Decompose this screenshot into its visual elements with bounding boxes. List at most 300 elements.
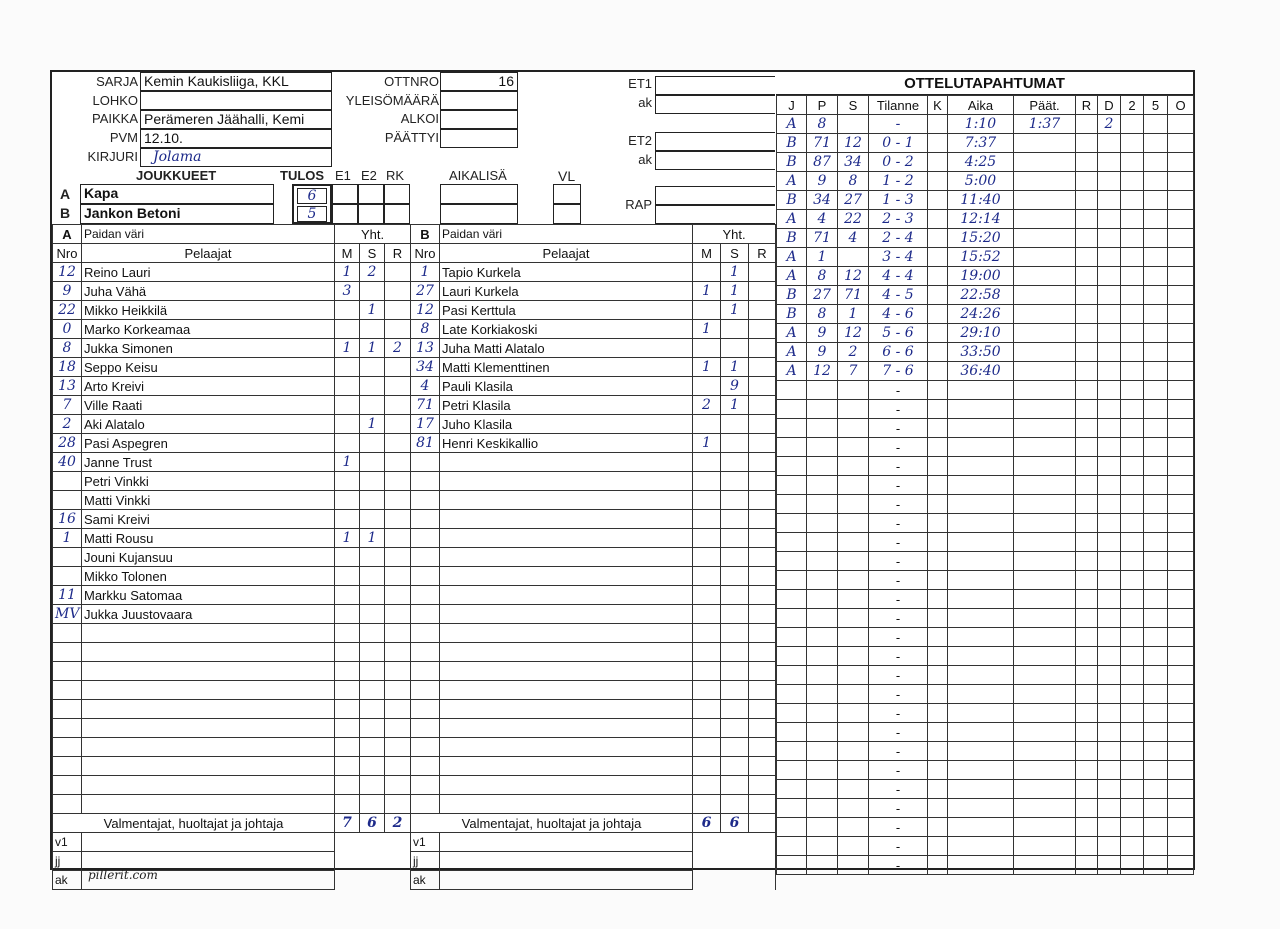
event-o[interactable] [1168, 818, 1194, 837]
event-d[interactable] [1098, 514, 1121, 533]
player-name[interactable]: Mikko Tolonen [82, 567, 335, 586]
player-name[interactable] [82, 624, 335, 643]
player-penalties[interactable] [749, 586, 776, 605]
player-penalties[interactable] [749, 662, 776, 681]
player-name[interactable]: Reino Lauri [82, 263, 335, 282]
event-scorer[interactable]: 8 [807, 115, 838, 134]
player-goals[interactable] [335, 415, 360, 434]
player-row[interactable] [53, 586, 411, 605]
event-r[interactable] [1076, 172, 1098, 191]
player-penalties[interactable] [749, 681, 776, 700]
player-number[interactable] [411, 472, 440, 491]
event-time[interactable] [948, 571, 1014, 590]
event-scorer[interactable] [807, 856, 838, 875]
event-end[interactable] [1014, 286, 1076, 305]
player-name[interactable]: Jukka Simonen [82, 339, 335, 358]
event-assist[interactable]: 34 [838, 153, 869, 172]
player-name[interactable] [440, 681, 693, 700]
event-scorer[interactable]: 9 [807, 172, 838, 191]
event-d[interactable] [1098, 305, 1121, 324]
event-team[interactable] [777, 742, 807, 761]
event-scorer[interactable] [807, 514, 838, 533]
event-team[interactable] [777, 780, 807, 799]
player-name[interactable]: Matti Klementtinen [440, 358, 693, 377]
event-r[interactable] [1076, 818, 1098, 837]
event-d[interactable] [1098, 153, 1121, 172]
event-row[interactable] [777, 438, 1194, 457]
event-r[interactable] [1076, 628, 1098, 647]
player-penalties[interactable] [385, 643, 411, 662]
player-assists[interactable]: 1 [360, 415, 385, 434]
event-5[interactable] [1144, 153, 1168, 172]
player-assists[interactable] [360, 548, 385, 567]
player-penalties[interactable] [749, 320, 776, 339]
event-team[interactable] [777, 476, 807, 495]
event-o[interactable] [1168, 723, 1194, 742]
player-assists[interactable] [360, 472, 385, 491]
player-goals[interactable] [693, 453, 721, 472]
team-a-rk[interactable] [384, 184, 410, 204]
event-5[interactable] [1144, 134, 1168, 153]
player-row[interactable] [53, 624, 411, 643]
player-goals[interactable] [335, 548, 360, 567]
player-assists[interactable] [360, 700, 385, 719]
player-row[interactable] [53, 358, 411, 377]
event-2[interactable] [1121, 837, 1144, 856]
event-o[interactable] [1168, 153, 1194, 172]
event-d[interactable] [1098, 191, 1121, 210]
event-o[interactable] [1168, 742, 1194, 761]
player-goals[interactable]: 1 [693, 434, 721, 453]
event-o[interactable] [1168, 229, 1194, 248]
event-end[interactable] [1014, 609, 1076, 628]
event-o[interactable] [1168, 495, 1194, 514]
event-end[interactable] [1014, 818, 1076, 837]
event-k[interactable] [928, 552, 948, 571]
event-2[interactable] [1121, 362, 1144, 381]
event-k[interactable] [928, 229, 948, 248]
et2-field[interactable] [655, 132, 775, 151]
event-d[interactable] [1098, 495, 1121, 514]
event-d[interactable] [1098, 818, 1121, 837]
player-penalties[interactable] [385, 434, 411, 453]
event-scorer[interactable] [807, 609, 838, 628]
event-5[interactable] [1144, 248, 1168, 267]
event-row[interactable] [777, 704, 1194, 723]
event-end[interactable] [1014, 438, 1076, 457]
event-k[interactable] [928, 666, 948, 685]
event-time[interactable] [948, 799, 1014, 818]
player-penalties[interactable] [749, 339, 776, 358]
event-assist[interactable] [838, 628, 869, 647]
player-goals[interactable] [335, 510, 360, 529]
event-r[interactable] [1076, 837, 1098, 856]
event-5[interactable] [1144, 115, 1168, 134]
event-scorer[interactable] [807, 666, 838, 685]
event-row[interactable] [777, 723, 1194, 742]
player-assists[interactable]: 9 [721, 377, 749, 396]
event-score[interactable]: 4 - 5 [869, 286, 928, 305]
event-k[interactable] [928, 590, 948, 609]
player-goals[interactable] [335, 719, 360, 738]
event-5[interactable] [1144, 324, 1168, 343]
player-penalties[interactable] [749, 776, 776, 795]
event-team[interactable] [777, 761, 807, 780]
event-row[interactable] [777, 419, 1194, 438]
event-r[interactable] [1076, 286, 1098, 305]
player-assists[interactable] [721, 434, 749, 453]
event-row[interactable] [777, 191, 1194, 210]
event-k[interactable] [928, 723, 948, 742]
event-2[interactable] [1121, 818, 1144, 837]
event-o[interactable] [1168, 210, 1194, 229]
event-r[interactable] [1076, 590, 1098, 609]
player-goals[interactable] [693, 567, 721, 586]
event-team[interactable]: A [777, 248, 807, 267]
event-r[interactable] [1076, 723, 1098, 742]
player-goals[interactable] [693, 301, 721, 320]
event-assist[interactable] [838, 495, 869, 514]
player-penalties[interactable] [385, 358, 411, 377]
event-5[interactable] [1144, 685, 1168, 704]
player-name[interactable] [440, 643, 693, 662]
event-2[interactable] [1121, 514, 1144, 533]
event-5[interactable] [1144, 191, 1168, 210]
event-2[interactable] [1121, 191, 1144, 210]
event-2[interactable] [1121, 381, 1144, 400]
player-number[interactable]: 2 [53, 415, 82, 434]
paattyi-field[interactable] [440, 129, 518, 148]
player-assists[interactable]: 1 [360, 301, 385, 320]
event-o[interactable] [1168, 400, 1194, 419]
event-scorer[interactable] [807, 552, 838, 571]
player-row[interactable] [53, 377, 411, 396]
player-penalties[interactable] [385, 662, 411, 681]
event-score[interactable]: - [869, 685, 928, 704]
event-r[interactable] [1076, 704, 1098, 723]
player-penalties[interactable] [385, 453, 411, 472]
event-o[interactable] [1168, 362, 1194, 381]
event-team[interactable]: B [777, 191, 807, 210]
event-end[interactable]: 1:37 [1014, 115, 1076, 134]
player-goals[interactable] [693, 510, 721, 529]
event-d[interactable] [1098, 742, 1121, 761]
player-goals[interactable] [693, 776, 721, 795]
player-penalties[interactable] [749, 624, 776, 643]
event-assist[interactable] [838, 590, 869, 609]
player-assists[interactable] [360, 624, 385, 643]
event-end[interactable] [1014, 628, 1076, 647]
player-goals[interactable] [693, 529, 721, 548]
event-score[interactable]: 4 - 4 [869, 267, 928, 286]
event-r[interactable] [1076, 381, 1098, 400]
event-time[interactable] [948, 818, 1014, 837]
event-5[interactable] [1144, 666, 1168, 685]
event-k[interactable] [928, 172, 948, 191]
event-score[interactable]: - [869, 761, 928, 780]
player-assists[interactable] [721, 491, 749, 510]
event-o[interactable] [1168, 476, 1194, 495]
event-end[interactable] [1014, 761, 1076, 780]
event-o[interactable] [1168, 704, 1194, 723]
event-end[interactable] [1014, 799, 1076, 818]
event-time[interactable]: 5:00 [948, 172, 1014, 191]
event-o[interactable] [1168, 305, 1194, 324]
player-penalties[interactable] [385, 320, 411, 339]
event-r[interactable] [1076, 685, 1098, 704]
event-d[interactable] [1098, 267, 1121, 286]
player-goals[interactable]: 3 [335, 282, 360, 301]
player-assists[interactable]: 1 [721, 396, 749, 415]
event-team[interactable] [777, 666, 807, 685]
player-assists[interactable] [721, 776, 749, 795]
event-row[interactable] [777, 742, 1194, 761]
player-assists[interactable]: 1 [360, 339, 385, 358]
event-score[interactable]: - [869, 666, 928, 685]
event-row[interactable] [777, 552, 1194, 571]
team-b-e1[interactable] [332, 204, 358, 224]
event-time[interactable] [948, 742, 1014, 761]
player-row[interactable] [411, 776, 776, 795]
event-assist[interactable] [838, 571, 869, 590]
event-assist[interactable]: 12 [838, 324, 869, 343]
event-2[interactable] [1121, 343, 1144, 362]
player-goals[interactable] [693, 719, 721, 738]
player-assists[interactable] [360, 358, 385, 377]
event-o[interactable] [1168, 115, 1194, 134]
player-number[interactable] [53, 567, 82, 586]
event-2[interactable] [1121, 742, 1144, 761]
event-d[interactable] [1098, 647, 1121, 666]
event-d[interactable] [1098, 400, 1121, 419]
event-k[interactable] [928, 343, 948, 362]
player-goals[interactable] [335, 358, 360, 377]
event-d[interactable] [1098, 590, 1121, 609]
player-row[interactable] [411, 453, 776, 472]
player-penalties[interactable] [749, 282, 776, 301]
event-assist[interactable] [838, 514, 869, 533]
staff-row[interactable] [411, 833, 776, 852]
event-d[interactable] [1098, 609, 1121, 628]
player-penalties[interactable] [749, 434, 776, 453]
event-score[interactable]: - [869, 742, 928, 761]
event-5[interactable] [1144, 704, 1168, 723]
event-k[interactable] [928, 571, 948, 590]
player-assists[interactable] [721, 586, 749, 605]
staff-note[interactable] [335, 852, 411, 871]
staff-note[interactable] [693, 852, 776, 871]
event-d[interactable] [1098, 381, 1121, 400]
event-r[interactable] [1076, 134, 1098, 153]
kirjuri-field[interactable]: Jolama [140, 148, 332, 167]
event-row[interactable] [777, 685, 1194, 704]
player-row[interactable] [411, 510, 776, 529]
player-row[interactable] [411, 586, 776, 605]
event-team[interactable] [777, 647, 807, 666]
event-2[interactable] [1121, 419, 1144, 438]
player-row[interactable] [53, 567, 411, 586]
player-number[interactable]: 12 [53, 263, 82, 282]
event-team[interactable] [777, 457, 807, 476]
player-number[interactable]: 0 [53, 320, 82, 339]
event-r[interactable] [1076, 267, 1098, 286]
player-row[interactable] [411, 738, 776, 757]
event-team[interactable] [777, 609, 807, 628]
team-a-name[interactable]: Kapa [80, 184, 274, 204]
event-2[interactable] [1121, 229, 1144, 248]
event-time[interactable] [948, 495, 1014, 514]
player-number[interactable] [411, 624, 440, 643]
event-2[interactable] [1121, 286, 1144, 305]
event-assist[interactable] [838, 799, 869, 818]
player-name[interactable]: Pasi Kerttula [440, 301, 693, 320]
player-row[interactable] [53, 320, 411, 339]
player-name[interactable] [440, 510, 693, 529]
player-name[interactable]: Juha Matti Alatalo [440, 339, 693, 358]
player-name[interactable] [440, 472, 693, 491]
player-penalties[interactable] [749, 548, 776, 567]
player-number[interactable] [411, 738, 440, 757]
event-row[interactable] [777, 628, 1194, 647]
event-time[interactable] [948, 381, 1014, 400]
event-d[interactable] [1098, 533, 1121, 552]
event-team[interactable] [777, 419, 807, 438]
event-scorer[interactable] [807, 400, 838, 419]
player-row[interactable] [411, 662, 776, 681]
player-row[interactable] [411, 358, 776, 377]
player-goals[interactable] [335, 377, 360, 396]
player-row[interactable] [53, 510, 411, 529]
event-d[interactable] [1098, 229, 1121, 248]
event-k[interactable] [928, 609, 948, 628]
event-score[interactable]: - [869, 115, 928, 134]
player-assists[interactable] [721, 738, 749, 757]
player-assists[interactable] [360, 681, 385, 700]
player-number[interactable] [53, 681, 82, 700]
event-r[interactable] [1076, 419, 1098, 438]
event-time[interactable] [948, 400, 1014, 419]
sarja-field[interactable]: Kemin Kaukisliiga, KKL [140, 72, 332, 91]
event-r[interactable] [1076, 799, 1098, 818]
event-assist[interactable] [838, 552, 869, 571]
event-5[interactable] [1144, 818, 1168, 837]
event-scorer[interactable] [807, 818, 838, 837]
player-number[interactable] [53, 491, 82, 510]
event-r[interactable] [1076, 856, 1098, 875]
event-5[interactable] [1144, 286, 1168, 305]
player-row[interactable] [411, 396, 776, 415]
event-scorer[interactable] [807, 381, 838, 400]
event-assist[interactable] [838, 837, 869, 856]
player-name[interactable] [82, 662, 335, 681]
event-score[interactable]: - [869, 590, 928, 609]
event-2[interactable] [1121, 856, 1144, 875]
event-d[interactable] [1098, 837, 1121, 856]
player-penalties[interactable] [749, 415, 776, 434]
event-end[interactable] [1014, 552, 1076, 571]
player-goals[interactable] [335, 605, 360, 624]
event-r[interactable] [1076, 362, 1098, 381]
event-end[interactable] [1014, 495, 1076, 514]
event-assist[interactable] [838, 704, 869, 723]
player-goals[interactable] [693, 548, 721, 567]
player-penalties[interactable] [385, 282, 411, 301]
player-row[interactable] [53, 263, 411, 282]
player-goals[interactable] [693, 681, 721, 700]
player-name[interactable] [440, 548, 693, 567]
player-penalties[interactable] [385, 681, 411, 700]
team-a-e2[interactable] [358, 184, 384, 204]
player-penalties[interactable] [385, 586, 411, 605]
player-number[interactable]: 81 [411, 434, 440, 453]
player-assists[interactable] [721, 453, 749, 472]
event-d[interactable] [1098, 856, 1121, 875]
player-penalties[interactable] [749, 396, 776, 415]
event-r[interactable] [1076, 476, 1098, 495]
event-k[interactable] [928, 400, 948, 419]
player-row[interactable] [53, 700, 411, 719]
event-row[interactable] [777, 818, 1194, 837]
event-k[interactable] [928, 761, 948, 780]
event-r[interactable] [1076, 533, 1098, 552]
event-5[interactable] [1144, 229, 1168, 248]
event-r[interactable] [1076, 248, 1098, 267]
player-row[interactable] [53, 643, 411, 662]
event-k[interactable] [928, 305, 948, 324]
player-name[interactable]: Sami Kreivi [82, 510, 335, 529]
player-number[interactable] [411, 662, 440, 681]
event-d[interactable] [1098, 685, 1121, 704]
player-assists[interactable] [360, 795, 385, 814]
player-penalties[interactable] [385, 548, 411, 567]
event-k[interactable] [928, 438, 948, 457]
event-5[interactable] [1144, 837, 1168, 856]
player-goals[interactable] [335, 776, 360, 795]
yleiso-field[interactable] [440, 91, 518, 110]
event-2[interactable] [1121, 153, 1144, 172]
player-assists[interactable] [360, 396, 385, 415]
player-goals[interactable] [693, 586, 721, 605]
team-a-aikalisa[interactable] [440, 184, 518, 204]
player-penalties[interactable] [749, 377, 776, 396]
player-number[interactable] [411, 795, 440, 814]
event-o[interactable] [1168, 837, 1194, 856]
player-assists[interactable] [721, 339, 749, 358]
event-score[interactable]: - [869, 856, 928, 875]
event-team[interactable] [777, 381, 807, 400]
event-5[interactable] [1144, 552, 1168, 571]
event-o[interactable] [1168, 609, 1194, 628]
player-assists[interactable]: 1 [721, 263, 749, 282]
event-o[interactable] [1168, 286, 1194, 305]
player-penalties[interactable] [749, 605, 776, 624]
event-row[interactable] [777, 514, 1194, 533]
event-k[interactable] [928, 191, 948, 210]
event-time[interactable]: 12:14 [948, 210, 1014, 229]
player-name[interactable] [440, 700, 693, 719]
player-assists[interactable] [360, 757, 385, 776]
event-k[interactable] [928, 134, 948, 153]
event-team[interactable] [777, 856, 807, 875]
event-score[interactable]: 0 - 1 [869, 134, 928, 153]
event-row[interactable] [777, 248, 1194, 267]
event-team[interactable]: B [777, 153, 807, 172]
event-end[interactable] [1014, 191, 1076, 210]
event-end[interactable] [1014, 742, 1076, 761]
event-o[interactable] [1168, 761, 1194, 780]
player-assists[interactable] [721, 624, 749, 643]
event-time[interactable]: 29:10 [948, 324, 1014, 343]
